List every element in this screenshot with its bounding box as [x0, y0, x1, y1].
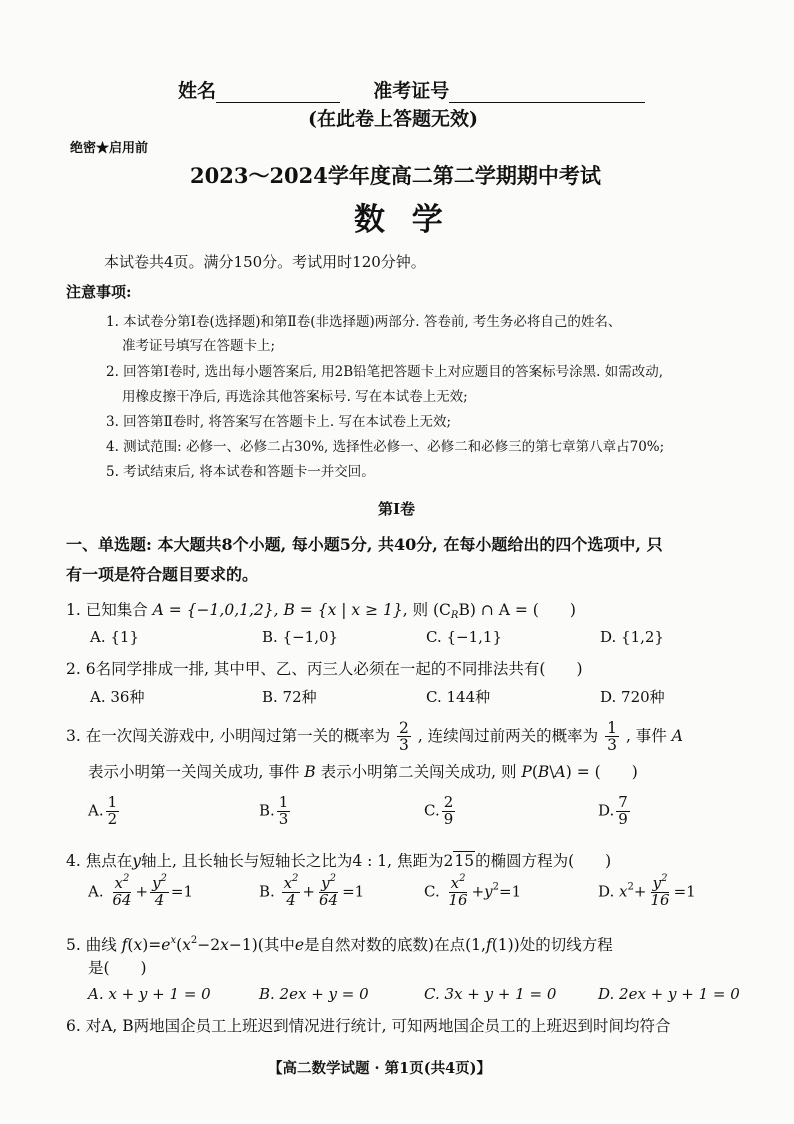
question-1: 1. 已知集合 A = {−1,0,1,2}, B = {x | x ≥ 1}, 则 $(C_RB)$ ∩ A = ( )	[66, 601, 576, 621]
notice-item: 2. 回答第Ⅰ卷时, 选出每小题答案后, 用2B铅笔把答题卡上对应题目的答案标号涂黑. 如需改动,	[106, 364, 664, 380]
question-5: 5. 曲线 $f(x)=e^x(x^2-2x-1)$(其中e是自然对数的底数)在点(1,f(1))处的切线方程	[66, 935, 613, 954]
option-a[interactable]: A. 36种	[90, 688, 145, 706]
question-text: B) ∩ A = ( )	[458, 601, 576, 619]
notice-item: 3. 回答第Ⅱ卷时, 将答案写在答题卡上. 写在本试卷上无效;	[106, 414, 452, 430]
question-text: 的椭圆方程为( )	[475, 852, 612, 870]
question-text: , 则 (C	[402, 601, 451, 619]
option-d[interactable]: D. $\frac{7}{9}$	[598, 793, 628, 828]
option-b[interactable]: B. $\frac{1}{3}$	[259, 793, 289, 828]
notice-heading: 注意事项:	[66, 283, 132, 301]
question-math: , B = {x | x ≥ 1}	[273, 601, 403, 619]
question-text: 是自然对数的底数)在点(1,	[304, 936, 486, 954]
option-c[interactable]: C. 144种	[426, 688, 491, 706]
option-d[interactable]: D. {1,2}	[600, 628, 664, 646]
secret-mark: 绝密★启用前	[70, 141, 149, 156]
option-b[interactable]: B. $\frac{x^2}{4}$ + $\frac{y^2}{64}$ =1	[259, 873, 365, 909]
question-6: 6. 对A, B两地国企员工上班迟到情况进行统计, 可知两地国企员工的上班迟到时间均符合	[66, 1017, 671, 1035]
id-label: 准考证号	[373, 80, 450, 102]
question-text: 3. 在一次闯关游戏中, 小明闯过第一关的概率为	[66, 726, 391, 745]
option-b[interactable]: B. 72种	[262, 688, 317, 706]
question-4: 4. 焦点在y轴上, 且长轴长与短轴长之比为4 : 1, 焦距为215的椭圆方程为( )	[66, 852, 612, 870]
question-5-line2: 是( )	[88, 959, 147, 977]
option-c[interactable]: C. 3x + y + 1 = 0	[424, 985, 557, 1003]
notice-item: 1. 本试卷分第Ⅰ卷(选择题)和第Ⅱ卷(非选择题)两部分. 答卷前, 考生务必将自己的姓名、	[106, 314, 622, 330]
question-text: = ( )	[576, 763, 638, 781]
question-math: A = {−1,0,1,2}	[152, 601, 274, 619]
question-text: , 事件	[625, 726, 667, 745]
invalid-note: (在此卷上答题无效)	[308, 108, 478, 130]
notice-item: 用橡皮擦干净后, 再选涂其他答案标号. 写在本试卷上无效;	[122, 389, 468, 405]
option-d[interactable]: D. $x^2+$ $\frac{y^2}{16}$ =1	[598, 873, 696, 909]
notice-item: 4. 测试范围: 必修一、必修二占30%, 选择性必修一、必修二和必修三的第七章第八章占70%;	[106, 439, 665, 455]
question-3-line2: 表示小明第一关闯关成功, 事件 B 表示小明第二关闯关成功, 则 P(B\A) = ( )	[88, 763, 638, 781]
question-text: (其中	[257, 936, 295, 954]
fraction: $\frac{2}{3}$	[399, 719, 409, 755]
exam-intro: 本试卷共4页。满分150分。考试用时120分钟。	[104, 253, 426, 271]
notice-item: 准考证号填写在答题卡上;	[122, 338, 276, 354]
question-text: 1. 已知集合	[66, 601, 148, 619]
option-a[interactable]: A. {1}	[90, 628, 139, 646]
page-footer: 【高二数学试题 · 第1页(共4页)】	[268, 1060, 492, 1077]
part-instruction: 有一项是符合题目要求的。	[66, 565, 259, 584]
question-text: 轴上, 且长轴长与短轴长之比为4 : 1, 焦距为	[140, 852, 444, 870]
subject-title: 数 学	[354, 202, 451, 238]
name-label: 姓名	[178, 80, 217, 102]
fraction: $\frac{1}{3}$	[607, 719, 617, 755]
question-text: 5. 曲线	[66, 936, 117, 954]
option-a[interactable]: A. $\frac{1}{2}$	[88, 793, 118, 828]
id-blank	[449, 84, 645, 103]
section-title: 第Ⅰ卷	[378, 500, 416, 518]
option-c[interactable]: C. $\frac{2}{9}$	[424, 793, 454, 828]
exam-title: 2023～2024学年度高二第二学期期中考试	[190, 163, 601, 188]
option-c[interactable]: C. $\frac{x^2}{16}$ $+y^2=1$	[424, 873, 522, 909]
name-line	[178, 76, 645, 103]
option-b[interactable]: B. {−1,0}	[262, 628, 339, 646]
option-a[interactable]: A. $\frac{x^2}{64}$ + $\frac{y^2}{4}$ =1	[88, 873, 194, 909]
option-d[interactable]: D. 720种	[600, 688, 665, 706]
question-text: 表示小明第一关闯关成功, 事件	[88, 763, 300, 781]
option-a[interactable]: A. x + y + 1 = 0	[88, 985, 211, 1003]
question-text: , 连续闯过前两关的概率为	[417, 726, 599, 745]
question-text: 表示小明第二关闯关成功, 则	[320, 763, 517, 781]
question-2: 2. 6名同学排成一排, 其中甲、乙、丙三人必须在一起的不同排法共有( )	[66, 660, 583, 678]
option-c[interactable]: C. {−1,1}	[426, 628, 502, 646]
notice-item: 5. 考试结束后, 将本试卷和答题卡一并交回。	[106, 464, 375, 480]
part-instruction: 一、单选题: 本大题共8个小题, 每小题5分, 共40分, 在每小题给出的四个选项中, 只	[66, 535, 663, 554]
question-text: (1))处的切线方程	[491, 936, 613, 954]
question-text: 4. 焦点在	[66, 852, 133, 870]
name-blank	[216, 84, 340, 103]
question-3: 3. 在一次闯关游戏中, 小明闯过第一关的概率为 $\frac{2}{3}$ , 连续闯过前两关的概率为 $\frac{1}{3}$ , 事件 A	[66, 719, 683, 755]
option-d[interactable]: D. 2ex + y + 1 = 0	[598, 985, 740, 1003]
option-b[interactable]: B. 2ex + y = 0	[259, 985, 369, 1003]
